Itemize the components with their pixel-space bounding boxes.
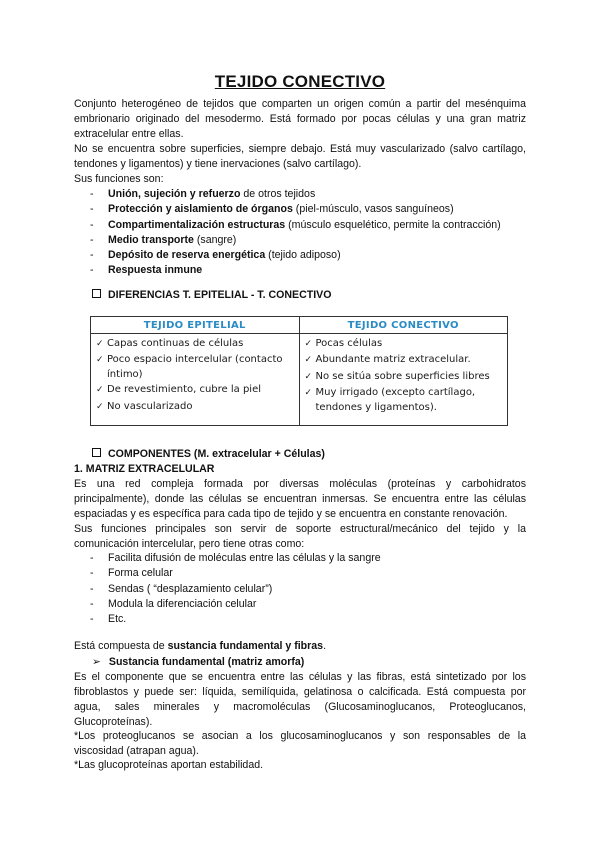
- table-item: ✓ De revestimiento, cubre la piel: [96, 383, 295, 397]
- table-item: ✓ Pocas células: [305, 337, 504, 351]
- list-item: - Etc.: [74, 612, 526, 627]
- list-item: - Sendas ( “desplazamiento celular”): [74, 582, 526, 597]
- list-item: - Respuesta inmune: [74, 263, 526, 278]
- list-item: - Protección y aislamiento de órganos (piel-músculo, vasos sanguíneos): [74, 202, 526, 217]
- comparison-table: [90, 316, 508, 426]
- matriz-functions-list: [74, 551, 526, 627]
- matriz-paragraph-1: Es una red compleja formada por diversas moléculas (proteínas y carbohidratos principalmente), donde las células se encuentran inmersas. Se encuentra entre las células espaciadas y es específica para cada tipo de tejido y se encuentra en constante renovación.: [74, 478, 526, 520]
- table-item: ✓ Poco espacio intercelular (contacto íntimo): [96, 353, 295, 381]
- table-cell-epitelial: [91, 334, 300, 426]
- section-componentes: COMPONENTES (M. extracelular + Células): [92, 447, 325, 462]
- matriz-heading: 1. MATRIZ EXTRACELULAR: [74, 463, 215, 475]
- arrow-bullet-icon: ➢: [92, 656, 101, 668]
- page-title: TEJIDO CONECTIVO: [214, 72, 386, 91]
- sustancia-paragraph-1: Es el componente que se encuentra entre las células y las fibras, está sintetizado por los fibroblastos y puede ser: líquida, semilíquida, gelatinosa o calcificada. Está compuesta por agua, sales minerales y macromoléculas (Glucosaminoglucanos, Proteoglucanos, Glucoproteínas).: [74, 671, 526, 728]
- table-item: ✓ No vascularizado: [96, 400, 295, 414]
- matriz-paragraph-2: Sus funciones principales son servir de soporte estructural/mecánico del tejido y la comunicación intercelular, pero tiene otras como:: [74, 523, 526, 550]
- list-item: - Forma celular: [74, 566, 526, 581]
- checkbox-bullet-icon: [92, 448, 101, 457]
- intro-paragraph-1: Conjunto heterogéneo de tejidos que comparten un origen común a partir del mesénquima embrionario originado del mesodermo. Está formado por pocas células y una gran matriz extracelular entre ellas.: [74, 98, 526, 140]
- intro-paragraph-2: No se encuentra sobre superficies, siempre debajo. Está muy vascularizado (salvo cartílago, tendones y ligamentos) y tiene inervaciones (salvo cartílago).: [74, 143, 526, 170]
- list-item: - Depósito de reserva energética (tejido adiposo): [74, 248, 526, 263]
- intro-paragraph-3: Sus funciones son:: [74, 173, 164, 185]
- matriz-composition: Está compuesta de sustancia fundamental y fibras.: [74, 640, 327, 652]
- list-item: - Unión, sujeción y refuerzo de otros tejidos: [74, 187, 526, 202]
- table-cell-conectivo: [299, 334, 508, 426]
- table-header-epitelial: TEJIDO EPITELIAL: [91, 317, 300, 334]
- list-item: - Modula la diferenciación celular: [74, 597, 526, 612]
- table-item: ✓ Abundante matriz extracelular.: [305, 353, 504, 367]
- sustancia-paragraph-3: *Las glucoproteínas aportan estabilidad.: [74, 759, 264, 771]
- list-item: - Compartimentalización estructuras (músculo esquelético, permite la contracción): [74, 218, 526, 233]
- section-diferencias: DIFERENCIAS T. EPITELIAL - T. CONECTIVO: [92, 288, 331, 303]
- sustancia-heading: ➢ Sustancia fundamental (matriz amorfa): [92, 656, 305, 668]
- functions-list: [74, 187, 526, 279]
- list-item: - Medio transporte (sangre): [74, 233, 526, 248]
- checkbox-bullet-icon: [92, 289, 101, 298]
- list-item: - Facilita difusión de moléculas entre las células y la sangre: [74, 551, 526, 566]
- table-item: ✓ No se sitúa sobre superficies libres: [305, 370, 504, 384]
- sustancia-paragraph-2: *Los proteoglucanos se asocian a los glucosaminoglucanos y son responsables de la viscosidad (atrapan agua).: [74, 730, 526, 757]
- table-header-conectivo: TEJIDO CONECTIVO: [299, 317, 508, 334]
- table-item: ✓ Capas continuas de células: [96, 337, 295, 351]
- table-item: ✓ Muy irrigado (excepto cartílago, tendones y ligamentos).: [305, 386, 504, 414]
